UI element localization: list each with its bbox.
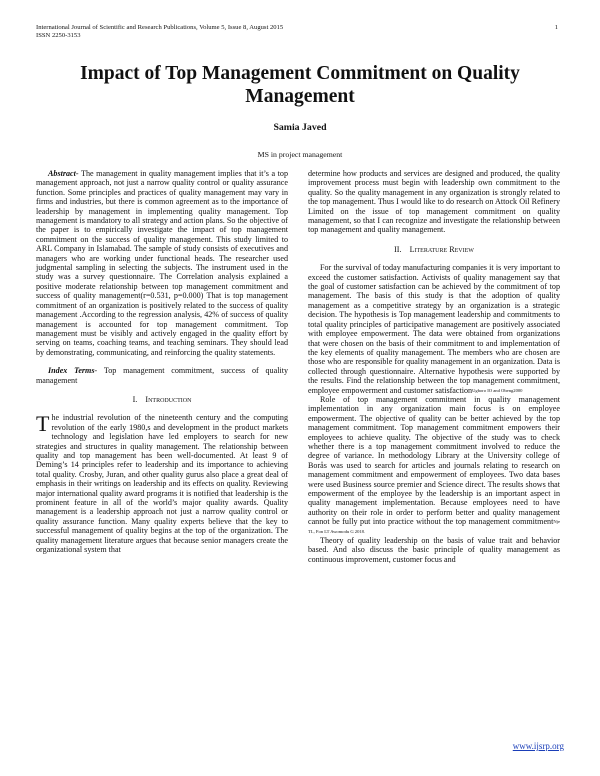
website-link[interactable]: www.ijsrp.org — [512, 741, 564, 751]
author-affiliation: MS in project management — [257, 150, 343, 159]
index-terms-paragraph — [36, 366, 288, 385]
journal-line: International Journal of Scientific and Research Publications, Volume 5, Issue 8, August 2015 — [36, 24, 284, 31]
page-number: 1 — [554, 24, 558, 31]
abstract-paragraph — [36, 169, 288, 357]
abstract-label: Abstract- — [48, 169, 79, 178]
paper-title: Impact of Top Management Commitment on Quality Management — [80, 63, 520, 107]
left-column — [36, 169, 288, 554]
index-terms-text: Top management commitment, success of quality management — [36, 366, 288, 385]
issn-line: ISSN 2250-3153 — [36, 32, 81, 40]
literature-paragraph-3: Theory of quality leadership on the basis of value trait and behavior based. And also discuss the basic principle of quality management as continuous improvement, customer focus and — [308, 536, 560, 564]
intro-continued: determine how products and services are designed and produced, the quality improvement process must begin with leadership own commitment to the quality. So the quality management in any organization is strongly related to the top management. Thus I would like to do research on Attock Oil Refinery Limited on the issue of top management commitment on quality management, so that I can recognize and investigate the relationship between top management and quality management. — [308, 169, 560, 235]
citation-2: Nje TL, Fon LT Awomodu G 2018. — [308, 519, 560, 534]
index-terms-label: Index Terms- — [48, 366, 98, 376]
abstract-text: The management in quality management implies that it’s a top management approach, not just a narrow quality control or quality assurance function. Some principles and practices of quality management may vary in firms and industries, but there is common agreement as to the importance of leadership by management in implementing quality management. Top management is mandatory to all strategy and action plans. So the objective of the paper is to empirically investigate the impact of top management commitment on the success of quality management. This study limited to ARL Company in Islamabad. The sample of study consists of executives and managers who are working under functional heads. The researcher used judgmental sampling in selecting the subjects. The instrument used in the study was a survey questionnaire. The Correlation analysis explained a positive moderate relationship between top management commitment and success of quality management(r=0.531, p=0.000) That is top management commitment of an organization is positively related to the success of quality management .According to the regression analysis, 42% of success of quality management is accounted for top management commitment. Top management must be visibly and actively engaged in the quality effort by serving on teams, coaching teams, and teaching seminars. They should lead by demonstrating, communicating, and reinforcing the quality statements. — [36, 169, 288, 357]
right-column — [308, 169, 560, 564]
intro-paragraph — [36, 413, 288, 554]
running-header — [36, 24, 558, 41]
literature-heading: II. Literature Review — [394, 244, 474, 254]
literature-paragraph-2: Role of top management commitment in quality management implementation in any organization main focus is on employee empowerment. The objective of quality can be better achieved by the top management commitment. Top management commitment empowers their employees to achieve quality. The objective of the study was to check whether there is a top management commitment involved to reduce the degree of variance. In methodology Library at the University college of Borås was used to search for articles and journals relating to research on management commitment and empowerment of employees. Two data bases were used Business source premier and Science direct. The results shows that empowerment of the employee by the leadership is an important aspect in quality management implementation. Because employees need to have authority on their role in order to perform better and quality management cannot be fully put into practice without the top management commitmentNje TL, Fon LT Awomodu G 2018. — [308, 394, 560, 534]
intro-text: he industrial revolution of the nineteenth century and the computing revolution of the early 1980,s and development in the product markets technology and legislation have led employers to search for new strategies and structures in quality management. The relationship between quality and top management has been well-documented. At least 9 of Deming’s 14 principles refer to leadership and its importance to achieving total quality. Crosby, Juran, and other quality gurus also place a great deal of emphasis in their writings on leadership and its effects on quality. Reviewing major international quality award programs it is notified that leadership is the prominent feature in all of the world’s major quality awards. Quality management is a leadership approach not just a narrow quality control or quality assurance function. Many quality experts believe that the key to successful management of quality begins at the top of the organization. The quality management literature argues that because senior managers create the organizational system that — [36, 413, 288, 555]
literature-paragraph-1: For the survival of today manufacturing companies it is very important to exceed the customer satisfaction. Activists of quality management say that the goal of customer satisfaction can be achieved by the commitment of top management. The basis of this study is that the adoption of quality management as a competitive strategy by an organization is a strategic decision. The hypothesis is Top management leadership and commitments to total quality principles of participative management are positively associated with employee empowerment. The data were obtained from organizations that were chosen on the basis of their commitment to and implementation of the key elements of quality management. The members who are chosen are those who are responsible for quality management in an organization. Data is collected through questionnaire. Alternative hypothesis were supported by the results. Find the relationship between the top management commitment, employee empowerment and customer satisfactionUgboro IO and Obeng2000 — [308, 263, 560, 395]
author-name: Samia Javed — [273, 122, 327, 133]
drop-cap: T — [36, 411, 50, 437]
intro-heading: I. Introduction — [132, 394, 192, 404]
citation-1: Ugboro IO and Obeng2000 — [472, 387, 523, 393]
